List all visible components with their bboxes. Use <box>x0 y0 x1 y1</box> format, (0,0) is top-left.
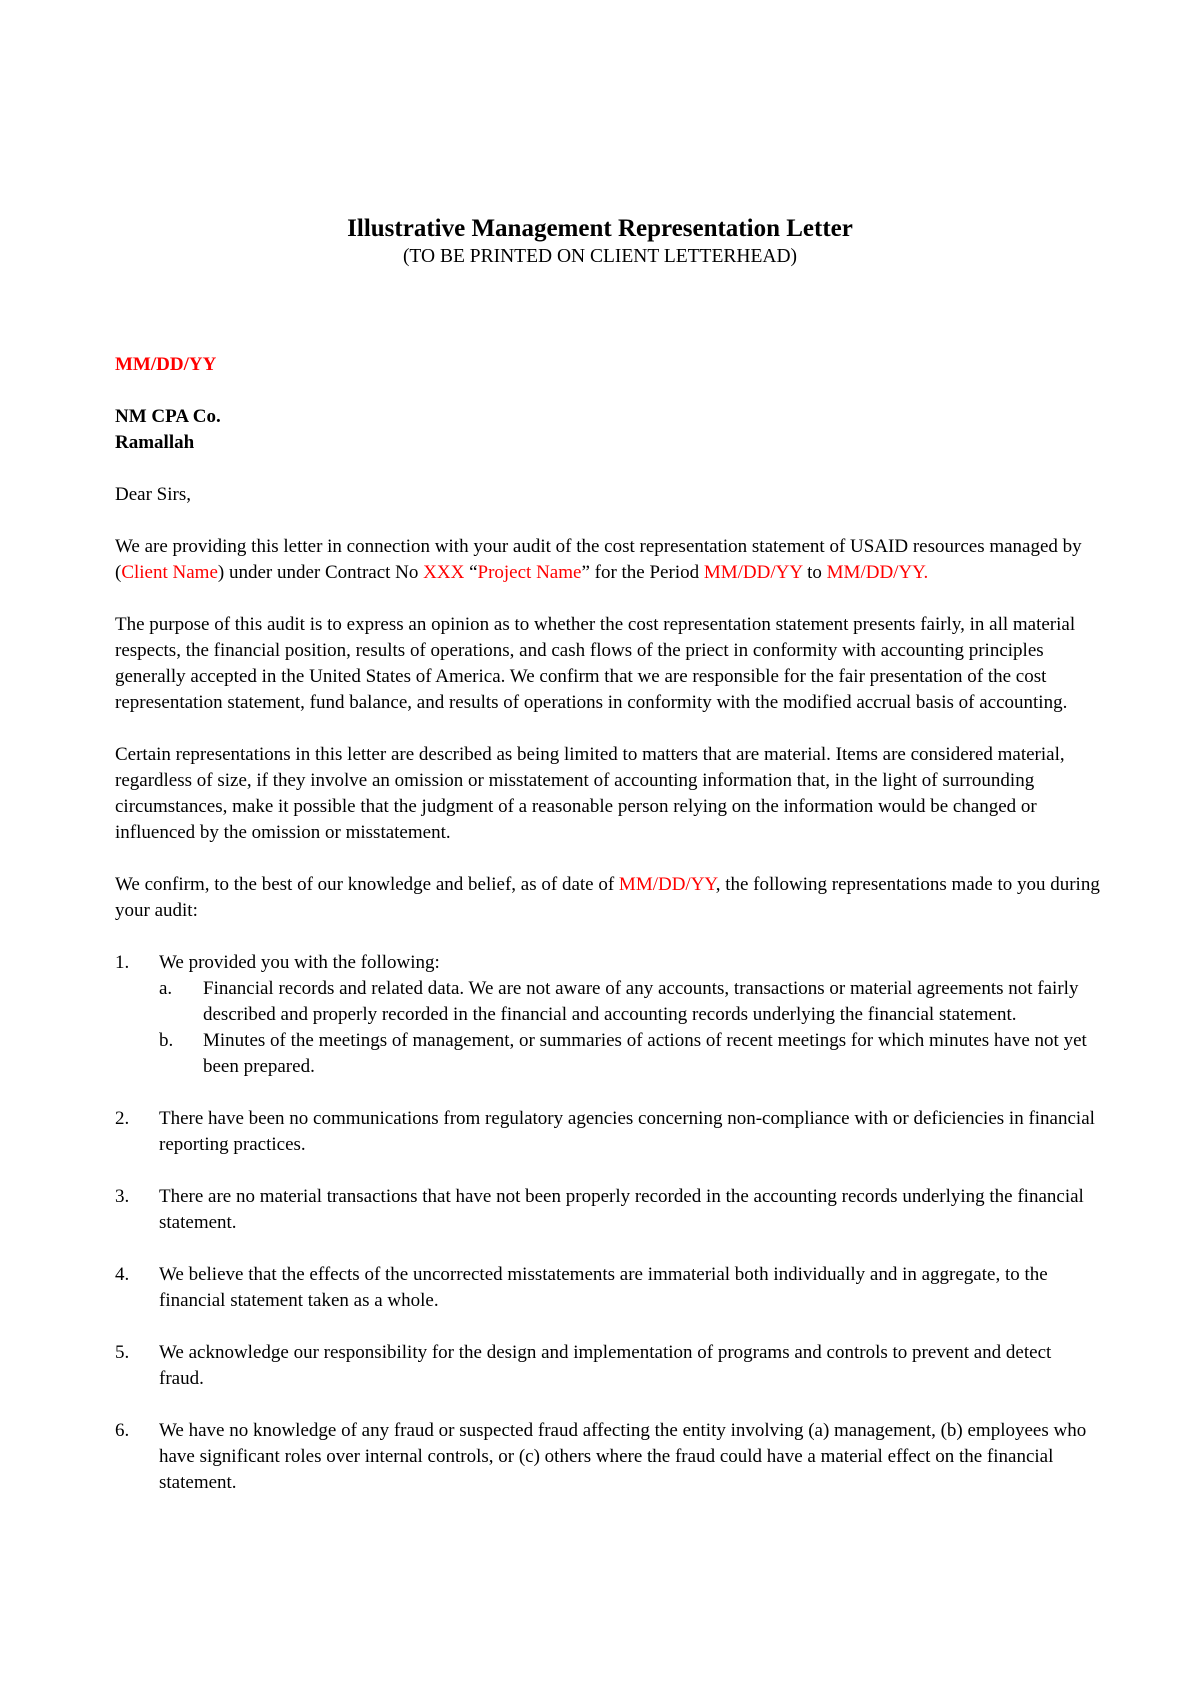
document-title: Illustrative Management Representation Letter <box>347 215 853 242</box>
paragraph-confirmation <box>115 872 1100 924</box>
list-item <box>115 1340 1100 1392</box>
letter-date: MM/DD/YY <box>115 354 217 375</box>
list-item-number: 6. <box>115 1420 130 1441</box>
list-item <box>115 1184 1100 1236</box>
sub-list-item-text: Financial records and related data. We are not aware of any accounts, transactions or material agreements not fairly described and properly recorded in the financial and accounting records underlying the financial statement. <box>203 978 1079 1025</box>
client-name-placeholder: Client Name <box>121 562 218 583</box>
sub-list-item-letter: b. <box>159 1030 174 1051</box>
list-item-text: We believe that the effects of the uncorrected misstatements are immaterial both individually and in aggregate, to the financial statement taken as a whole. <box>159 1264 1048 1311</box>
recipient-address <box>115 404 1100 456</box>
list-item-text: We provided you with the following: <box>159 952 440 973</box>
list-item-number: 5. <box>115 1342 130 1363</box>
paragraph-intro <box>115 534 1100 586</box>
confirm-text-1: We confirm, to the best of our knowledge and belief, as of date of <box>115 874 619 895</box>
intro-text-4: ” for the Period <box>581 562 704 583</box>
list-item-text: We have no knowledge of any fraud or suspected fraud affecting the entity involving (a) management, (b) employees who have significant roles over internal controls, or (c) others where the fraud could have a material effect on the financial statement. <box>159 1420 1087 1493</box>
sub-list-item <box>159 976 1100 1028</box>
intro-text-1: We are providing this letter in connection with your audit of the cost representation statement of USAID resources managed by ( <box>115 536 1082 583</box>
sub-list-item-letter: a. <box>159 978 173 999</box>
list-item-text: We acknowledge our responsibility for the design and implementation of programs and controls to prevent and detect fraud. <box>159 1342 1052 1389</box>
document-subtitle: (TO BE PRINTED ON CLIENT LETTERHEAD) <box>402 246 798 267</box>
recipient-city: Ramallah <box>115 432 195 453</box>
sub-list-item-text: Minutes of the meetings of management, or summaries of actions of recent meetings for which minutes have not yet been prepared. <box>203 1030 1087 1077</box>
salutation: Dear Sirs, <box>115 484 191 505</box>
list-item-text: There are no material transactions that have not been properly recorded in the accounting records underlying the financial statement. <box>159 1186 1084 1233</box>
list-item-number: 1. <box>115 952 130 973</box>
intro-text-3: “ <box>464 562 478 583</box>
list-item <box>115 1418 1100 1496</box>
confirm-date-placeholder: MM/DD/YY <box>618 874 716 895</box>
sub-list <box>159 976 1100 1080</box>
confirm-text-2: , the following representations made to you during your audit: <box>115 874 1100 921</box>
recipient-name: NM CPA Co. <box>115 406 221 427</box>
sub-list-item <box>159 1028 1100 1080</box>
period-end-placeholder: MM/DD/YY. <box>826 562 929 583</box>
period-start-placeholder: MM/DD/YY <box>703 562 803 583</box>
list-item-text: There have been no communications from regulatory agencies concerning non-compliance with or deficiencies in financial reporting practices. <box>159 1108 1095 1155</box>
list-item-number: 2. <box>115 1108 130 1129</box>
list-item <box>115 950 1100 1080</box>
project-name-placeholder: Project Name <box>477 562 582 583</box>
paragraph-purpose: The purpose of this audit is to express an opinion as to whether the cost representation statement presents fairly, in all material respects, the financial position, results of operations, and cash flows of the priect in conformity with accounting principles generally accepted in the United States of America. We confirm that we are responsible for the fair presentation of the cost representation statement, fund balance, and results of operations in conformity with the modified accrual basis of accounting. <box>115 614 1076 713</box>
intro-text-2: ) under under Contract No <box>217 562 424 583</box>
list-item <box>115 1106 1100 1158</box>
paragraph-materiality: Certain representations in this letter are described as being limited to matters that are material. Items are considered material, regardless of size, if they involve an omission or misstatement of accounting information that, in the light of surrounding circumstances, make it possible that the judgment of a reasonable person relying on the information would be changed or influenced by the omission or misstatement. <box>115 744 1065 843</box>
letter-body <box>115 352 1100 1522</box>
representations-list <box>115 950 1100 1496</box>
list-item-number: 4. <box>115 1264 130 1285</box>
intro-text-5: to <box>802 562 827 583</box>
list-item <box>115 1262 1100 1314</box>
contract-no-placeholder: XXX <box>423 562 465 583</box>
list-item-number: 3. <box>115 1186 130 1207</box>
